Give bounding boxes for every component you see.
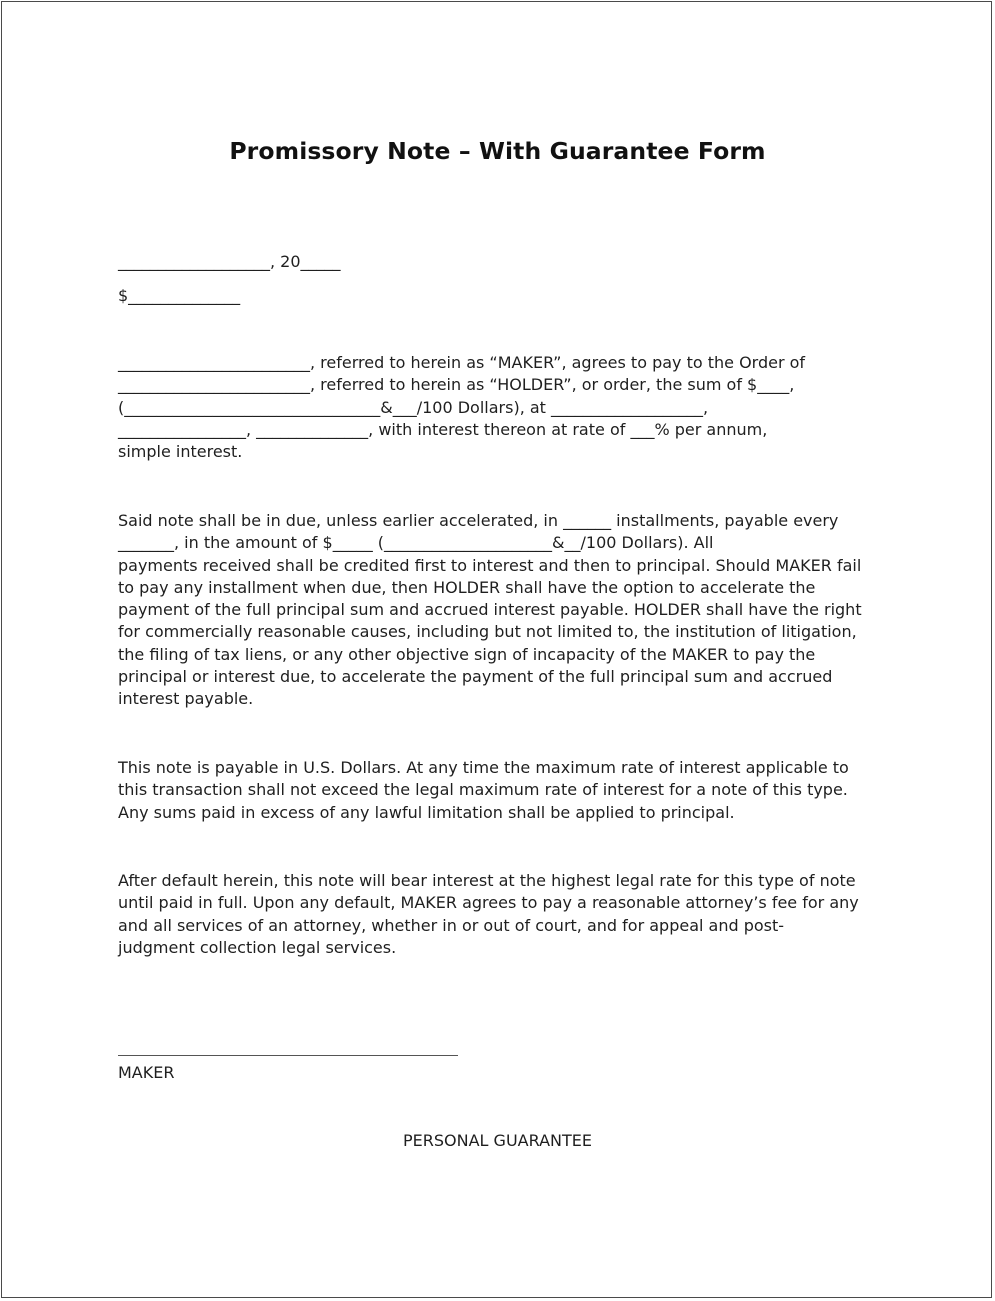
paragraph-line: the filing of tax liens, or any other objective sign of incapacity of the MAKER to pay the bbox=[118, 644, 816, 664]
paragraph-line: payment of the full principal sum and accrued interest payable. HOLDER shall have the right bbox=[118, 600, 862, 620]
paragraph-line: judgment collection legal services. bbox=[118, 937, 397, 957]
installments-paragraph bbox=[118, 510, 888, 711]
paragraph-line: simple interest. bbox=[118, 442, 243, 462]
paragraph-line: interest payable. bbox=[118, 689, 254, 709]
maker-label: MAKER bbox=[118, 1063, 175, 1082]
personal-guarantee-heading: PERSONAL GUARANTEE bbox=[403, 1131, 592, 1150]
paragraph-line: This note is payable in U.S. Dollars. At any time the maximum rate of interest applicable to bbox=[118, 758, 849, 777]
paragraph-line: After default herein, this note will bear interest at the highest legal rate for this type of note bbox=[118, 871, 856, 890]
paragraph-line: ________________________, referred to herein as “HOLDER”, or order, the sum of $____, bbox=[118, 375, 795, 395]
currency-paragraph bbox=[118, 757, 888, 824]
paragraph-line: until paid in full. Upon any default, MAKER agrees to pay a reasonable attorney’s fee for any bbox=[118, 893, 859, 913]
paragraph-line: and all services of an attorney, whether in or out of court, and for appeal and post- bbox=[118, 915, 785, 935]
date-line: ___________________, 20_____ bbox=[118, 252, 341, 271]
parties-paragraph bbox=[118, 352, 888, 463]
paragraph-line: to pay any installment when due, then HOLDER shall have the option to accelerate the bbox=[118, 577, 816, 597]
maker-signature-line bbox=[118, 1055, 458, 1056]
paragraph-line: Any sums paid in excess of any lawful limitation shall be applied to principal. bbox=[118, 802, 735, 822]
paragraph-line: ________________, ______________, with interest thereon at rate of ___% per annum, bbox=[118, 419, 768, 439]
document-title: Promissory Note – With Guarantee Form bbox=[229, 137, 766, 165]
default-paragraph bbox=[118, 870, 888, 959]
paragraph-line: this transaction shall not exceed the legal maximum rate of interest for a note of this type. bbox=[118, 780, 848, 800]
paragraph-line: Said note shall be in due, unless earlier accelerated, in ______ installments, payable every bbox=[118, 511, 839, 530]
paragraph-line: ________________________, referred to herein as “MAKER”, agrees to pay to the Order of bbox=[118, 353, 806, 372]
paragraph-line: for commercially reasonable causes, including but not limited to, the institution of litigation, bbox=[118, 622, 857, 642]
paragraph-line: principal or interest due, to accelerate the payment of the full principal sum and accrued bbox=[118, 667, 833, 687]
amount-line: $______________ bbox=[118, 286, 241, 305]
paragraph-line: (________________________________&___/100 Dollars), at ___________________, bbox=[118, 397, 709, 417]
paragraph-line: payments received shall be credited first to interest and then to principal. Should MAKER fail bbox=[118, 555, 862, 575]
paragraph-line: _______, in the amount of $_____ (_____________________&__/100 Dollars). All bbox=[118, 533, 714, 553]
